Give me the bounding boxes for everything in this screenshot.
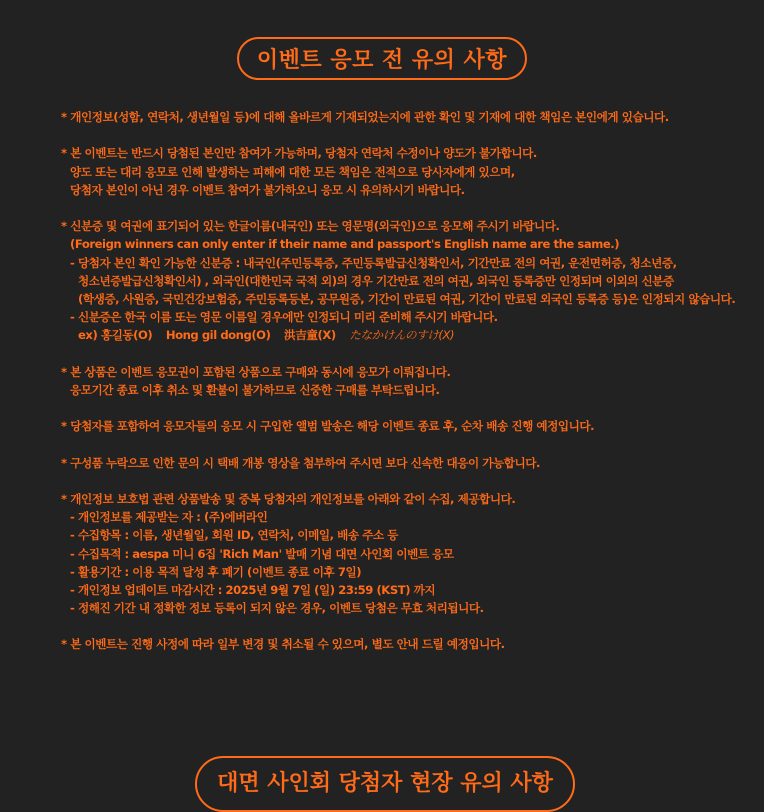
notice-line: - 당첨자 본인 확인 가능한 신분증 : 내국인(주민등록증, 주민등록발급신청확인서, 기간만료 전의 여권, 운전면허증, 청소년증, [70, 255, 677, 270]
notice-line: - 활용기간 : 이용 목적 달성 후 폐기 (이벤트 종료 이후 7일) [70, 564, 362, 579]
notice-line: * 본 이벤트는 반드시 당첨된 본인만 참여가 가능하며, 당첨자 연락처 수정이나 양도가 불가합니다. [61, 146, 537, 161]
notice-line: - 수집목적 : aespa 미니 6집 'Rich Man' 발매 기념 대면 사인회 이벤트 응모 [70, 546, 454, 561]
notice-line: 당첨자 본인이 아닌 경우 이벤트 참여가 불가하오니 응모 시 유의하시기 바랍니다. [70, 182, 465, 197]
notice-line: 양도 또는 대리 응모로 인해 발생하는 피해에 대한 모든 책임은 전적으로 당사자에게 있으며, [70, 164, 515, 179]
notice-line: * 본 이벤트는 진행 사정에 따라 일부 변경 및 취소될 수 있으며, 별도 안내 드릴 예정입니다. [61, 637, 505, 652]
notice-item-no-transfer [61, 144, 751, 199]
notice-line: - 수집항목 : 이름, 생년월일, 회원 ID, 연락처, 이메일, 배송 주소 등 [70, 528, 399, 543]
notice-line: * 구성품 누락으로 인한 문의 시 택배 개봉 영상을 첨부하여 주시면 보다 신속한 대응이 가능합니다. [61, 455, 541, 470]
notice-line: * 당첨자를 포함하여 응모자들의 응모 시 구입한 앨범 발송은 해당 이벤트 종료 후, 순차 배송 진행 예정입니다. [61, 419, 595, 434]
notice-line-english: (Foreign winners can only enter if their name and passport's English name are the same.) [70, 237, 620, 252]
notice-line: - 정해진 기간 내 정확한 정보 등록이 되지 않은 경우, 이벤트 당첨은 무효 처리됩니다. [70, 601, 484, 616]
notice-line: (학생증, 사원증, 국민건강보험증, 주민등록등본, 공무원증, 기간이 만료된 여권, 기간이 만료된 외국인 등록증 등)은 인정되지 않습니다. [78, 291, 736, 306]
notice-line: * 개인정보(성함, 연락처, 생년월일 등)에 대해 올바르게 기재되었는지에 관한 확인 및 기재에 대한 책임은 본인에게 있습니다. [61, 110, 669, 124]
notice-item-id-name [61, 217, 751, 344]
section-title-pill [237, 37, 527, 80]
notice-item-changes [61, 635, 751, 653]
example-korean: ex) 홍길동(O) [78, 328, 153, 343]
section-title-2: 대면 사인회 당첨자 현장 유의 사항 [217, 771, 553, 796]
notice-item-shipping [61, 417, 751, 435]
name-examples [61, 326, 751, 344]
notice-item-personal-info [61, 108, 751, 126]
notice-line: * 신분증 및 여권에 표기되어 있는 한글이름(내국인) 또는 영문명(외국인)으로 응모해 주시기 바랍니다. [61, 219, 560, 234]
notice-line: 청소년증발급신청확인서) , 외국인(대한민국 국적 외)의 경우 기간만료 전의 여권, 외국인 등록증만 인정되며 이외의 신분증 [78, 273, 674, 288]
example-hanja: 洪吉童(X) [284, 328, 336, 343]
example-japanese: たなかけんのすけ(X) [349, 328, 455, 343]
notice-item-privacy [61, 490, 751, 617]
section-title: 이벤트 응모 전 유의 사항 [256, 48, 508, 73]
example-english: Hong gil dong(O) [165, 328, 271, 343]
notice-line: - 신분증은 한국 이름 또는 영문 이름일 경우에만 인정되니 미리 준비해 주시기 바랍니다. [70, 310, 498, 325]
notice-line: - 개인정보를 제공받는 자 : (주)에버라인 [70, 510, 268, 525]
notice-line: * 본 상품은 이벤트 응모권이 포함된 상품으로 구매와 동시에 응모가 이뤄집니다. [61, 364, 451, 379]
notice-item-purchase [61, 363, 751, 399]
notice-list [61, 108, 751, 672]
notice-line: 응모기간 종료 이후 취소 및 환불이 불가하므로 신중한 구매를 부탁드립니다. [70, 382, 440, 397]
notice-line: - 개인정보 업데이트 마감시간 : 2025년 9월 7일 (일) 23:59 (KST) 까지 [70, 582, 436, 597]
section-title-pill-2 [195, 756, 575, 812]
notice-item-missing-parts [61, 454, 751, 472]
notice-line: * 개인정보 보호법 관련 상품발송 및 중복 당첨자의 개인정보를 아래와 같이 수집, 제공합니다. [61, 491, 516, 506]
